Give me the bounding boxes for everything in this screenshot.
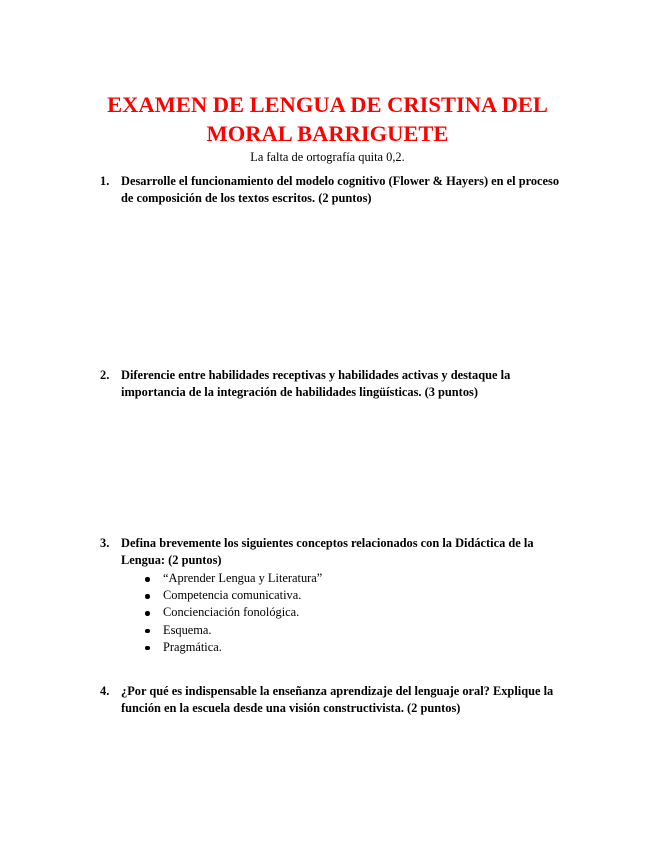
list-item — [145, 587, 545, 604]
question-4-text: ¿Por qué es indispensable la enseñanza aprendizaje del lenguaje oral? Explique la función en la escuela desde una visión constructivista. (2 puntos) — [121, 684, 554, 715]
spelling-penalty-note: La falta de ortografía quita 0,2. — [250, 150, 405, 164]
exam-title-line-2: MORAL BARRIGUETE — [206, 121, 449, 146]
exam-title — [90, 90, 565, 148]
list-item — [145, 570, 545, 587]
concepts-list — [145, 570, 545, 656]
question-2-text: Diferencie entre habilidades receptivas y habilidades activas y destaque la importancia de la integración de habilidades lingüísticas. (3 puntos) — [121, 368, 511, 399]
list-item-text: Pragmática. — [163, 639, 222, 654]
list-item-text: Concienciación fonológica. — [163, 605, 300, 620]
list-item — [145, 604, 545, 621]
bullet-icon — [145, 629, 150, 634]
list-item — [145, 622, 545, 639]
bullet-icon — [145, 594, 150, 599]
question-3-number: 3. — [100, 536, 110, 550]
question-1-text: Desarrolle el funcionamiento del modelo cognitivo (Flower & Hayers) en el proceso de composición de los textos escritos. (2 puntos) — [121, 174, 560, 205]
exam-title-line-1: EXAMEN DE LENGUA DE CRISTINA DEL — [107, 92, 548, 117]
bullet-icon — [145, 611, 150, 616]
list-item-text: Competencia comunicativa. — [163, 588, 302, 603]
question-4-number: 4. — [100, 684, 110, 698]
bullet-icon — [145, 577, 150, 582]
list-item-text: “Aprender Lengua y Literatura” — [163, 571, 323, 585]
question-3-text: Defina brevemente los siguientes conceptos relacionados con la Didáctica de la Lengua: (2 puntos) — [121, 536, 534, 567]
list-item — [145, 639, 545, 656]
question-1 — [100, 173, 570, 207]
list-item-text: Esquema. — [163, 622, 212, 637]
question-4 — [100, 683, 570, 717]
question-3 — [100, 535, 570, 569]
question-1-number: 1. — [100, 174, 110, 188]
bullet-icon — [145, 646, 150, 651]
question-2 — [100, 367, 570, 401]
question-2-number: 2. — [100, 368, 110, 382]
